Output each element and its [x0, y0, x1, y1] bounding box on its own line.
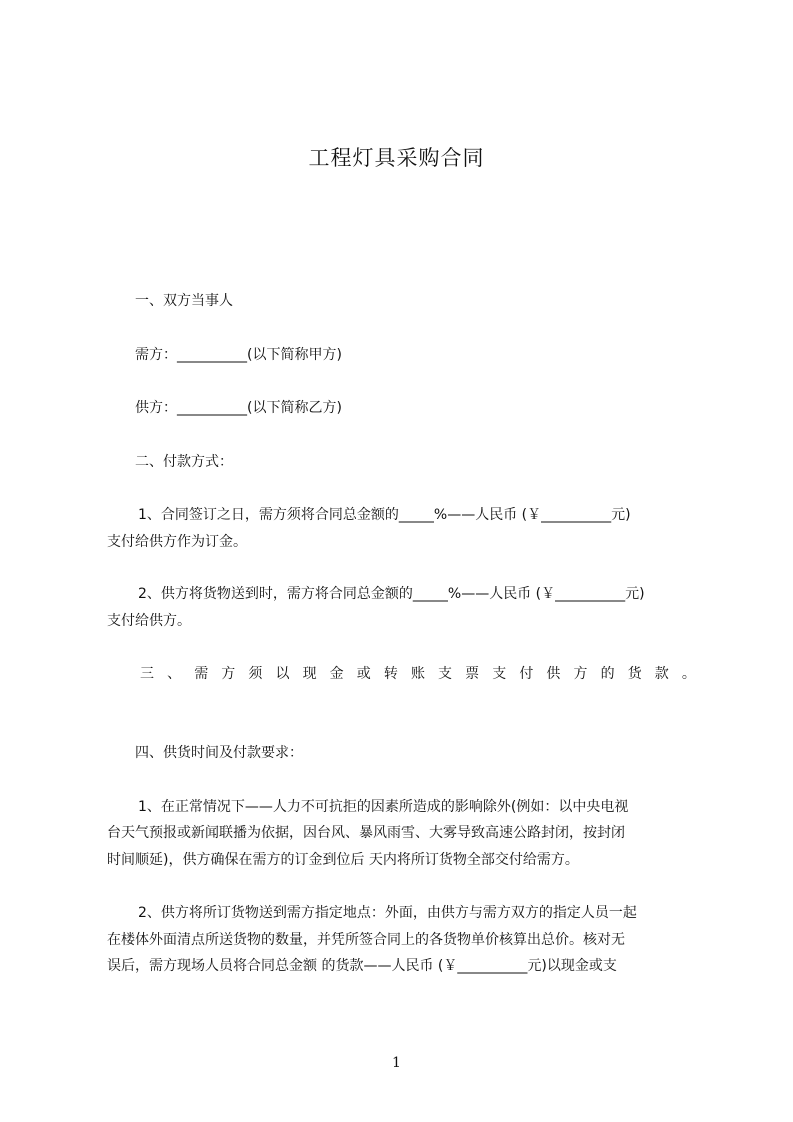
- section-3-char: 以: [275, 666, 290, 682]
- section-3-char: 三: [140, 666, 154, 682]
- section-3-char: 方: [573, 666, 588, 682]
- section-3-paragraph: [140, 664, 696, 684]
- delivery-item-1-line-1: 1、在正常情况下——人力不可抗拒的因素所造成的影响除外(例如：以中央电视: [138, 799, 629, 815]
- delivery-item-2-line-2: 在楼体外面清点所送货物的数量，并凭所签合同上的各货物单价核算出总价。核对无: [107, 932, 625, 948]
- delivery-item-1-line-3: 时间顺延)，供方确保在需方的订金到位后 天内将所订货物全部交付给需方。: [107, 852, 579, 868]
- contract-title: 工程灯具采购合同: [308, 146, 485, 170]
- page-number: 1: [392, 1055, 401, 1071]
- section-3-char: 。: [681, 666, 696, 682]
- payment-item-2-line-1: 2、供方将货物送到时，需方将合同总金额的_____%——人民币 (￥__________元): [138, 586, 645, 602]
- payment-item-1-line-1: 1、合同签订之日，需方须将合同总金额的_____%——人民币 (￥__________元): [138, 507, 631, 523]
- delivery-item-1-line-2: 台天气预报或新闻联播为依据，因台风、暴风雨雪、大雾导致高速公路封闭，按封闭: [107, 825, 625, 841]
- section-3-char: 需: [194, 666, 209, 682]
- section-2-heading: 二、付款方式：: [135, 454, 233, 470]
- payment-item-1-line-2: 支付给供方作为订金。: [107, 534, 247, 550]
- delivery-item-2-line-3: 误后，需方现场人员将合同总金额 的货款——人民币 (￥__________元)以现金或支: [107, 958, 617, 974]
- section-3-char: 票: [465, 666, 480, 682]
- section-3-char: 供: [546, 666, 561, 682]
- section-3-char: 账: [410, 666, 425, 682]
- section-3-char: 现: [302, 666, 317, 682]
- section-3-char: 支: [438, 666, 453, 682]
- section-3-char: 方: [221, 666, 236, 682]
- buyer-line: 需方：__________(以下简称甲方): [135, 347, 342, 363]
- section-3-char: 须: [248, 666, 263, 682]
- section-3-char: 支: [492, 666, 507, 682]
- section-3-char: 转: [383, 666, 398, 682]
- section-3-char: 、: [167, 666, 182, 682]
- delivery-item-2-line-1: 2、供方将所订货物送到需方指定地点：外面，由供方与需方双方的指定人员一起: [138, 905, 637, 921]
- supplier-line: 供方：__________(以下简称乙方): [135, 400, 342, 416]
- section-3-char: 款: [654, 666, 669, 682]
- section-4-heading: 四、供货时间及付款要求：: [135, 745, 303, 761]
- section-3-char: 货: [627, 666, 642, 682]
- section-3-char: 或: [356, 666, 371, 682]
- payment-item-2-line-2: 支付给供方。: [107, 613, 191, 629]
- section-3-char: 付: [519, 666, 534, 682]
- section-3-char: 的: [600, 666, 615, 682]
- section-3-char: 金: [329, 666, 344, 682]
- section-1-heading: 一、双方当事人: [135, 293, 233, 309]
